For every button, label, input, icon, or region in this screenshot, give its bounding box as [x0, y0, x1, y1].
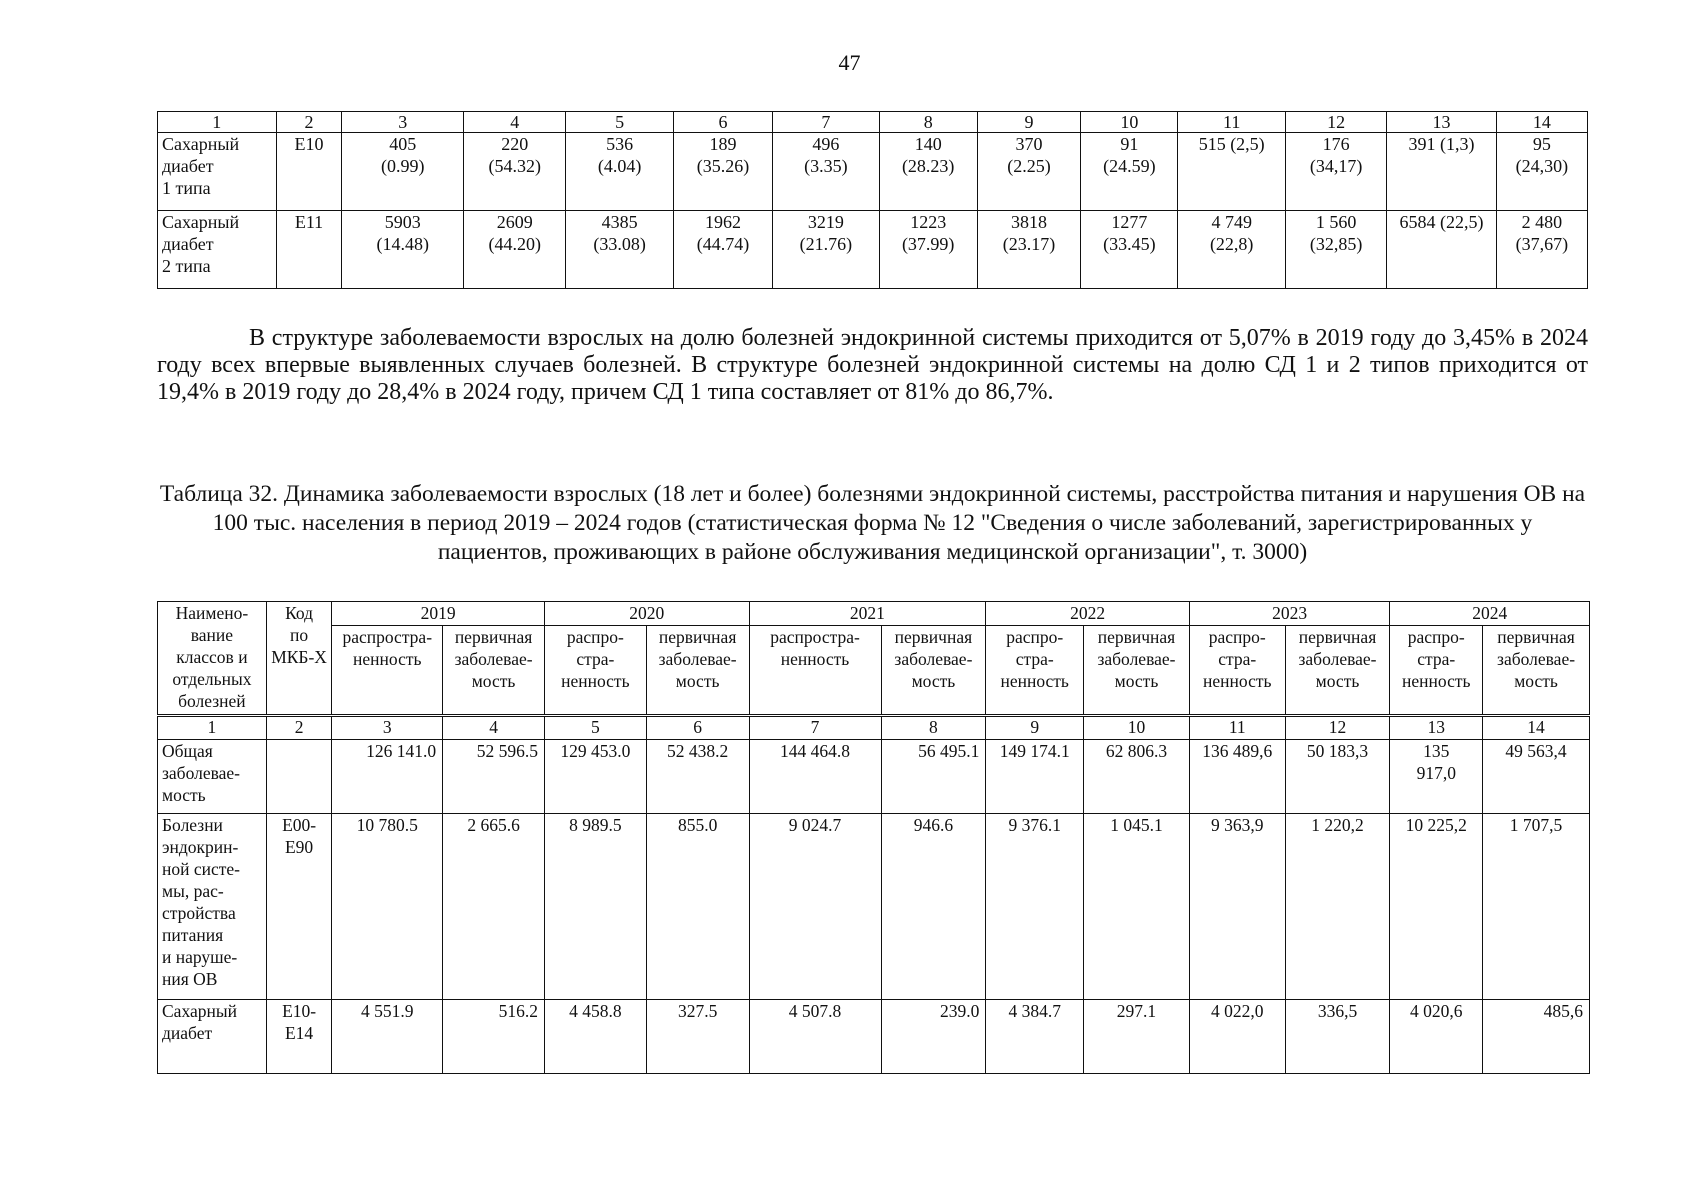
col-number: 9: [986, 716, 1084, 740]
table-row: [158, 211, 1588, 289]
subheader: распростра- ненность: [749, 626, 881, 716]
col-number: 10: [1084, 716, 1190, 740]
body-paragraph: [157, 325, 1588, 406]
table-caption: Таблица 32. Динамика заболеваемости взрослых (18 лет и более) болезнями эндокринной системы, расстройства питания и нарушения ОВ на 100 тыс. населения в период 2019 – 2024 годов (статистическая форма № 12 "Сведения о числе заболеваний, зарегистрированных у пациентов, проживающих в районе обслуживания медицинской организации", т. 3000): [159, 481, 1586, 565]
cell: 49 563,4: [1483, 740, 1590, 814]
cell: 8 989.5: [544, 814, 646, 1000]
col-code-header: Код по МКБ-Х: [266, 602, 332, 716]
cell: 189 (35.26): [673, 133, 772, 211]
col-number: 3: [342, 112, 464, 133]
cell: 1277 (33.45): [1081, 211, 1178, 289]
row-code: E00- E90: [266, 814, 332, 1000]
cell: 5903 (14.48): [342, 211, 464, 289]
subheader: первичная заболевае- мость: [443, 626, 545, 716]
col-number: 6: [646, 716, 749, 740]
cell: 516.2: [443, 1000, 545, 1074]
col-number: 8: [879, 112, 977, 133]
cell: 149 174.1: [986, 740, 1084, 814]
col-number: 4: [443, 716, 545, 740]
cell: 56 495.1: [881, 740, 986, 814]
cell: 4 749 (22,8): [1178, 211, 1285, 289]
col-number: 5: [566, 112, 673, 133]
subheader: распро- стра- ненность: [1390, 626, 1483, 716]
row-code: E11: [276, 211, 342, 289]
col-number: 4: [464, 112, 566, 133]
cell: 10 225,2: [1390, 814, 1483, 1000]
cell: 52 596.5: [443, 740, 545, 814]
cell: 52 438.2: [646, 740, 749, 814]
cell: 62 806.3: [1084, 740, 1190, 814]
col-number: 5: [544, 716, 646, 740]
year-header: 2021: [749, 602, 986, 626]
col-number: 10: [1081, 112, 1178, 133]
cell: 855.0: [646, 814, 749, 1000]
cell: 2609 (44.20): [464, 211, 566, 289]
col-number: 6: [673, 112, 772, 133]
cell: 4 020,6: [1390, 1000, 1483, 1074]
cell: 10 780.5: [332, 814, 443, 1000]
cell: 297.1: [1084, 1000, 1190, 1074]
cell: 239.0: [881, 1000, 986, 1074]
col-number: 13: [1387, 112, 1496, 133]
col-number: 14: [1483, 716, 1590, 740]
cell: 496 (3.35): [773, 133, 879, 211]
cell: 536 (4.04): [566, 133, 673, 211]
cell: 2 665.6: [443, 814, 545, 1000]
row-name: Общая заболевае- мость: [158, 740, 267, 814]
cell: 4 384.7: [986, 1000, 1084, 1074]
cell: 4 507.8: [749, 1000, 881, 1074]
row-name: Сахарный диабет 2 типа: [158, 211, 277, 289]
table-32: [157, 601, 1590, 1074]
row-name: Болезни эндокрин- ной систе- мы, рас- стройства питания и наруше- ния ОВ: [158, 814, 267, 1000]
col-number: 3: [332, 716, 443, 740]
cell: 50 183,3: [1285, 740, 1390, 814]
cell: 3818 (23.17): [977, 211, 1080, 289]
year-header: 2020: [544, 602, 749, 626]
subheader: распро- стра- ненность: [1189, 626, 1285, 716]
cell: 1223 (37.99): [879, 211, 977, 289]
subheader: распро- стра- ненность: [544, 626, 646, 716]
cell: 485,6: [1483, 1000, 1590, 1074]
cell: 140 (28.23): [879, 133, 977, 211]
col-number: 1: [158, 716, 267, 740]
column-number-row: [158, 716, 1590, 740]
year-header-row: [158, 602, 1590, 626]
col-number: 9: [977, 112, 1080, 133]
cell: 6584 (22,5): [1387, 211, 1496, 289]
cell: 144 464.8: [749, 740, 881, 814]
cell: 129 453.0: [544, 740, 646, 814]
cell: 9 376.1: [986, 814, 1084, 1000]
cell: 9 024.7: [749, 814, 881, 1000]
year-header: 2019: [332, 602, 545, 626]
cell: 1 707,5: [1483, 814, 1590, 1000]
cell: 4385 (33.08): [566, 211, 673, 289]
subheader: первичная заболевае- мость: [1285, 626, 1390, 716]
table-row: [158, 814, 1590, 1000]
table-continuation: [157, 111, 1588, 289]
cell: 4 458.8: [544, 1000, 646, 1074]
cell: 1962 (44.74): [673, 211, 772, 289]
col-number: 14: [1496, 112, 1587, 133]
subheader: первичная заболевае- мость: [881, 626, 986, 716]
subheader: первичная заболевае- мость: [1084, 626, 1190, 716]
row-name: Сахарный диабет: [158, 1000, 267, 1074]
cell: 95 (24,30): [1496, 133, 1587, 211]
col-number: 7: [749, 716, 881, 740]
cell: 2 480 (37,67): [1496, 211, 1587, 289]
subheader: первичная заболевае- мость: [1483, 626, 1590, 716]
cell: 220 (54.32): [464, 133, 566, 211]
cell: 1 560 (32,85): [1285, 211, 1386, 289]
col-number: 1: [158, 112, 277, 133]
row-name: Сахарный диабет 1 типа: [158, 133, 277, 211]
col-name-header: Наимено- вание классов и отдельных болезней: [158, 602, 267, 716]
col-number: 12: [1285, 716, 1390, 740]
col-number: 7: [773, 112, 879, 133]
cell: 176 (34,17): [1285, 133, 1386, 211]
cell: 1 045.1: [1084, 814, 1190, 1000]
cell: 946.6: [881, 814, 986, 1000]
cell: 9 363,9: [1189, 814, 1285, 1000]
cell: 126 141.0: [332, 740, 443, 814]
cell: 336,5: [1285, 1000, 1390, 1074]
col-number: 2: [266, 716, 332, 740]
table-header-row: [158, 112, 1588, 133]
table-row: [158, 1000, 1590, 1074]
col-number: 8: [881, 716, 986, 740]
col-number: 12: [1285, 112, 1386, 133]
cell: 4 022,0: [1189, 1000, 1285, 1074]
col-number: 2: [276, 112, 342, 133]
cell: 515 (2,5): [1178, 133, 1285, 211]
row-code: E10: [276, 133, 342, 211]
row-code: E10- E14: [266, 1000, 332, 1074]
table-row: [158, 133, 1588, 211]
cell: 136 489,6: [1189, 740, 1285, 814]
year-header: 2022: [986, 602, 1190, 626]
col-number: 11: [1189, 716, 1285, 740]
subheader: распро- стра- ненность: [986, 626, 1084, 716]
cell: 1 220,2: [1285, 814, 1390, 1000]
row-code: [266, 740, 332, 814]
year-header: 2023: [1189, 602, 1390, 626]
cell: 4 551.9: [332, 1000, 443, 1074]
col-number: 11: [1178, 112, 1285, 133]
col-number: 13: [1390, 716, 1483, 740]
cell: 91 (24.59): [1081, 133, 1178, 211]
page-number: 47: [838, 50, 861, 75]
table-row: [158, 740, 1590, 814]
cell: 327.5: [646, 1000, 749, 1074]
cell: 405 (0.99): [342, 133, 464, 211]
paragraph-text: В структуре заболеваемости взрослых на долю болезней эндокринной системы приходится от 5,07% в 2019 году до 3,45% в 2024 году всех впервые выявленных случаев болезней. В структуре болезней эндокринной системы на долю СД 1 и 2 типов приходится от 19,4% в 2019 году до 28,4% в 2024 году, причем СД 1 типа составляет от 81% до 86,7%.: [157, 325, 1588, 405]
year-header: 2024: [1390, 602, 1590, 626]
cell: 370 (2.25): [977, 133, 1080, 211]
subheader-row: [158, 626, 1590, 716]
cell: 135 917,0: [1390, 740, 1483, 814]
cell: 391 (1,3): [1387, 133, 1496, 211]
subheader: первичная заболевае- мость: [646, 626, 749, 716]
subheader: распростра- ненность: [332, 626, 443, 716]
cell: 3219 (21.76): [773, 211, 879, 289]
